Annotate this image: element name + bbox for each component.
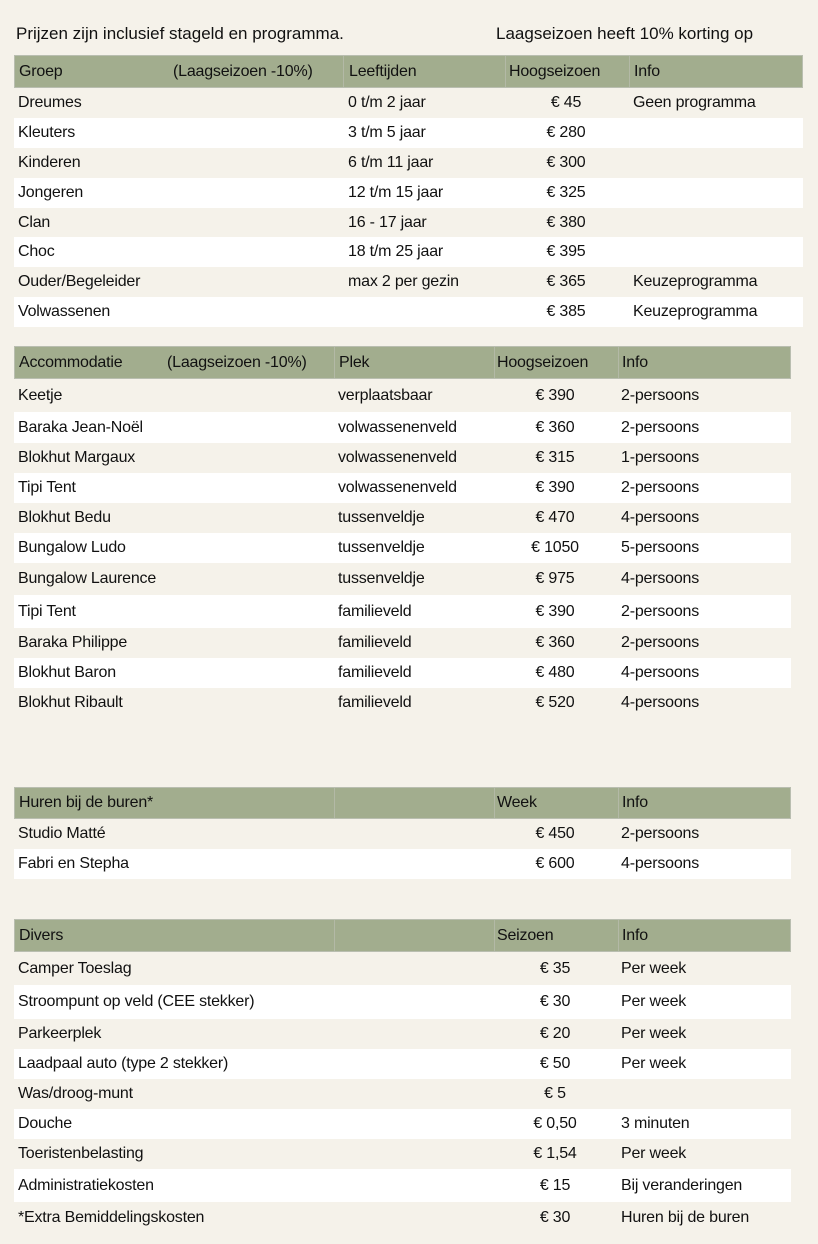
divers-header-row xyxy=(14,919,791,952)
intro-text: Prijzen zijn inclusief stageld en programma. xyxy=(16,24,344,43)
table-row xyxy=(14,1202,791,1234)
cell-price: € 975 xyxy=(535,570,575,587)
discount-note: Laagseizoen heeft 10% korting op xyxy=(496,24,754,43)
huren-bij-de-buren-table xyxy=(14,787,791,879)
table-row xyxy=(14,595,791,628)
cell-name: Blokhut Margaux xyxy=(18,449,136,466)
cell-price: € 600 xyxy=(535,855,575,872)
column-header: Info xyxy=(622,794,648,811)
cell-name: Jongeren xyxy=(18,184,84,201)
column-header: Groep xyxy=(19,62,63,80)
table-row xyxy=(14,118,803,148)
column-header: Info xyxy=(622,353,648,371)
cell-info: 4-persoons xyxy=(621,694,700,711)
table-row xyxy=(14,1049,791,1079)
cell-price: € 30 xyxy=(539,993,571,1010)
column-header: Divers xyxy=(19,926,64,944)
cell-price: € 300 xyxy=(546,154,586,171)
table-row xyxy=(14,412,791,443)
cell-name: Dreumes xyxy=(18,94,82,111)
cell-info: 4-persoons xyxy=(621,664,700,681)
cell-info: 1-persoons xyxy=(621,449,700,466)
column-divider xyxy=(334,347,335,378)
table-row xyxy=(14,628,791,658)
groepen-table xyxy=(14,55,803,327)
cell-price: € 360 xyxy=(535,634,575,651)
cell-name: Kinderen xyxy=(18,154,81,171)
cell-info: Keuzeprogramma xyxy=(633,273,758,290)
cell-name: *Extra Bemiddelingskosten xyxy=(18,1209,205,1226)
cell-detail: max 2 per gezin xyxy=(348,273,459,290)
cell-info: Geen programma xyxy=(633,94,756,111)
accommodatie-table xyxy=(14,346,791,718)
cell-detail: familieveld xyxy=(338,694,412,711)
cell-info: 2-persoons xyxy=(621,386,700,404)
table-row xyxy=(14,148,803,178)
cell-detail: familieveld xyxy=(338,664,412,681)
column-header: Huren bij de buren* xyxy=(19,794,154,811)
cell-price: € 380 xyxy=(546,213,586,231)
cell-name: Volwassenen xyxy=(18,303,111,320)
cell-info: 5-persoons xyxy=(621,539,700,556)
cell-price: € 1,54 xyxy=(533,1145,577,1162)
column-header: Plek xyxy=(339,353,370,371)
cell-price: € 325 xyxy=(546,184,586,201)
cell-detail: 12 t/m 15 jaar xyxy=(348,184,444,201)
column-header: Seizoen xyxy=(497,926,554,944)
cell-info: 3 minuten xyxy=(621,1115,690,1132)
cell-price: € 5 xyxy=(544,1085,566,1102)
cell-price: € 365 xyxy=(546,273,586,290)
cell-name: Clan xyxy=(18,213,51,231)
cell-price: € 50 xyxy=(539,1055,571,1072)
cell-name: Administratiekosten xyxy=(18,1176,154,1194)
cell-detail: volwassenenveld xyxy=(338,479,457,496)
cell-price: € 1050 xyxy=(531,539,579,556)
cell-price: € 385 xyxy=(546,303,586,320)
table-row xyxy=(14,819,791,849)
column-divider xyxy=(343,56,344,87)
cell-info: Bij veranderingen xyxy=(621,1176,743,1194)
column-header: Week xyxy=(497,794,537,811)
column-divider xyxy=(618,347,619,378)
cell-name: Kleuters xyxy=(18,124,76,141)
cell-price: € 390 xyxy=(535,386,575,404)
cell-detail: tussenveldje xyxy=(338,539,425,556)
cell-name: Baraka Jean-Noël xyxy=(18,418,143,436)
table-row xyxy=(14,1109,791,1139)
cell-info: 2-persoons xyxy=(621,825,700,842)
cell-info: 4-persoons xyxy=(621,855,700,872)
cell-name: Blokhut Bedu xyxy=(18,509,111,526)
cell-info: 2-persoons xyxy=(621,479,700,496)
cell-detail: volwassenenveld xyxy=(338,418,457,436)
cell-info: Keuzeprogramma xyxy=(633,303,758,320)
cell-name: Baraka Philippe xyxy=(18,634,128,651)
column-header: Info xyxy=(634,62,660,80)
cell-info: Per week xyxy=(621,1055,687,1072)
table-row xyxy=(14,503,791,533)
cell-price: € 450 xyxy=(535,825,575,842)
table-row xyxy=(14,443,791,473)
cell-price: € 0,50 xyxy=(533,1115,577,1132)
cell-price: € 20 xyxy=(539,1025,571,1042)
table-row xyxy=(14,379,791,412)
column-header: Leeftijden xyxy=(349,62,417,80)
cell-detail: volwassenenveld xyxy=(338,449,457,466)
table-row xyxy=(14,208,803,237)
table-row xyxy=(14,88,803,118)
table-row xyxy=(14,985,791,1019)
cell-detail: 18 t/m 25 jaar xyxy=(348,243,444,260)
cell-info: Per week xyxy=(621,993,687,1010)
cell-name: Blokhut Ribault xyxy=(18,694,123,711)
cell-info: 2-persoons xyxy=(621,418,700,436)
cell-name: Tipi Tent xyxy=(18,602,76,620)
cell-info: 2-persoons xyxy=(621,602,700,620)
cell-price: € 395 xyxy=(546,243,586,260)
cell-price: € 480 xyxy=(535,664,575,681)
cell-detail: 16 - 17 jaar xyxy=(348,213,427,231)
cell-detail: familieveld xyxy=(338,634,412,651)
table-row xyxy=(14,237,803,267)
column-header: Hoogseizoen xyxy=(497,353,589,371)
cell-detail: verplaatsbaar xyxy=(338,386,433,404)
cell-name: Toeristenbelasting xyxy=(18,1145,144,1162)
table-row xyxy=(14,267,803,297)
table-row xyxy=(14,1169,791,1202)
cell-price: € 470 xyxy=(535,509,575,526)
table-row xyxy=(14,1139,791,1169)
column-divider xyxy=(494,347,495,378)
cell-name: Studio Matté xyxy=(18,825,106,842)
cell-name: Fabri en Stepha xyxy=(18,855,129,872)
cell-detail: 3 t/m 5 jaar xyxy=(348,124,426,141)
column-divider xyxy=(494,920,495,951)
cell-price: € 15 xyxy=(539,1176,571,1194)
cell-name: Stroompunt op veld (CEE stekker) xyxy=(18,993,255,1010)
column-divider xyxy=(618,788,619,818)
cell-name: Choc xyxy=(18,243,55,260)
column-header: Hoogseizoen xyxy=(509,62,601,80)
cell-name: Bungalow Ludo xyxy=(18,539,126,556)
column-divider xyxy=(494,788,495,818)
cell-price: € 280 xyxy=(546,124,586,141)
cell-name: Keetje xyxy=(18,386,63,404)
table-row xyxy=(14,688,791,718)
cell-info: Huren bij de buren xyxy=(621,1209,750,1226)
cell-name: Tipi Tent xyxy=(18,479,76,496)
buren-header-row xyxy=(14,787,791,819)
cell-name: Camper Toeslag xyxy=(18,959,132,977)
cell-name: Blokhut Baron xyxy=(18,664,116,681)
column-divider xyxy=(334,788,335,818)
cell-detail: tussenveldje xyxy=(338,570,425,587)
cell-detail: tussenveldje xyxy=(338,509,425,526)
accommodatie-header-row xyxy=(14,346,791,379)
cell-info: 4-persoons xyxy=(621,570,700,587)
cell-name: Laadpaal auto (type 2 stekker) xyxy=(18,1055,229,1072)
cell-info: 4-persoons xyxy=(621,509,700,526)
cell-detail: familieveld xyxy=(338,602,412,620)
cell-price: € 35 xyxy=(539,959,571,977)
table-row xyxy=(14,297,803,327)
cell-price: € 360 xyxy=(535,418,575,436)
table-row xyxy=(14,849,791,879)
cell-price: € 315 xyxy=(535,449,575,466)
table-row xyxy=(14,1079,791,1109)
column-header: (Laagseizoen -10%) xyxy=(173,62,313,80)
cell-price: € 390 xyxy=(535,479,575,496)
table-row xyxy=(14,952,791,985)
cell-info: Per week xyxy=(621,1145,687,1162)
table-row xyxy=(14,533,791,563)
cell-name: Parkeerplek xyxy=(18,1025,102,1042)
cell-info: Per week xyxy=(621,959,687,977)
table-row xyxy=(14,563,791,595)
table-row xyxy=(14,1019,791,1049)
cell-name: Bungalow Laurence xyxy=(18,570,157,587)
column-divider xyxy=(505,56,506,87)
cell-price: € 30 xyxy=(539,1209,571,1226)
table-row xyxy=(14,658,791,688)
cell-name: Was/droog-munt xyxy=(18,1085,133,1102)
cell-price: € 520 xyxy=(535,694,575,711)
table-row xyxy=(14,178,803,208)
column-divider xyxy=(618,920,619,951)
groepen-header-row xyxy=(14,55,803,88)
column-header: (Laagseizoen -10%) xyxy=(167,353,307,371)
cell-info: 2-persoons xyxy=(621,634,700,651)
cell-detail: 0 t/m 2 jaar xyxy=(348,94,426,111)
cell-name: Douche xyxy=(18,1115,72,1132)
column-header: Info xyxy=(622,926,648,944)
table-row xyxy=(14,473,791,503)
column-divider xyxy=(334,920,335,951)
cell-name: Ouder/Begeleider xyxy=(18,273,141,290)
cell-price: € 390 xyxy=(535,602,575,620)
cell-price: € 45 xyxy=(550,94,582,111)
cell-info: Per week xyxy=(621,1025,687,1042)
column-divider xyxy=(629,56,630,87)
column-header: Accommodatie xyxy=(19,353,123,371)
cell-detail: 6 t/m 11 jaar xyxy=(348,154,434,171)
divers-table xyxy=(14,919,791,1234)
